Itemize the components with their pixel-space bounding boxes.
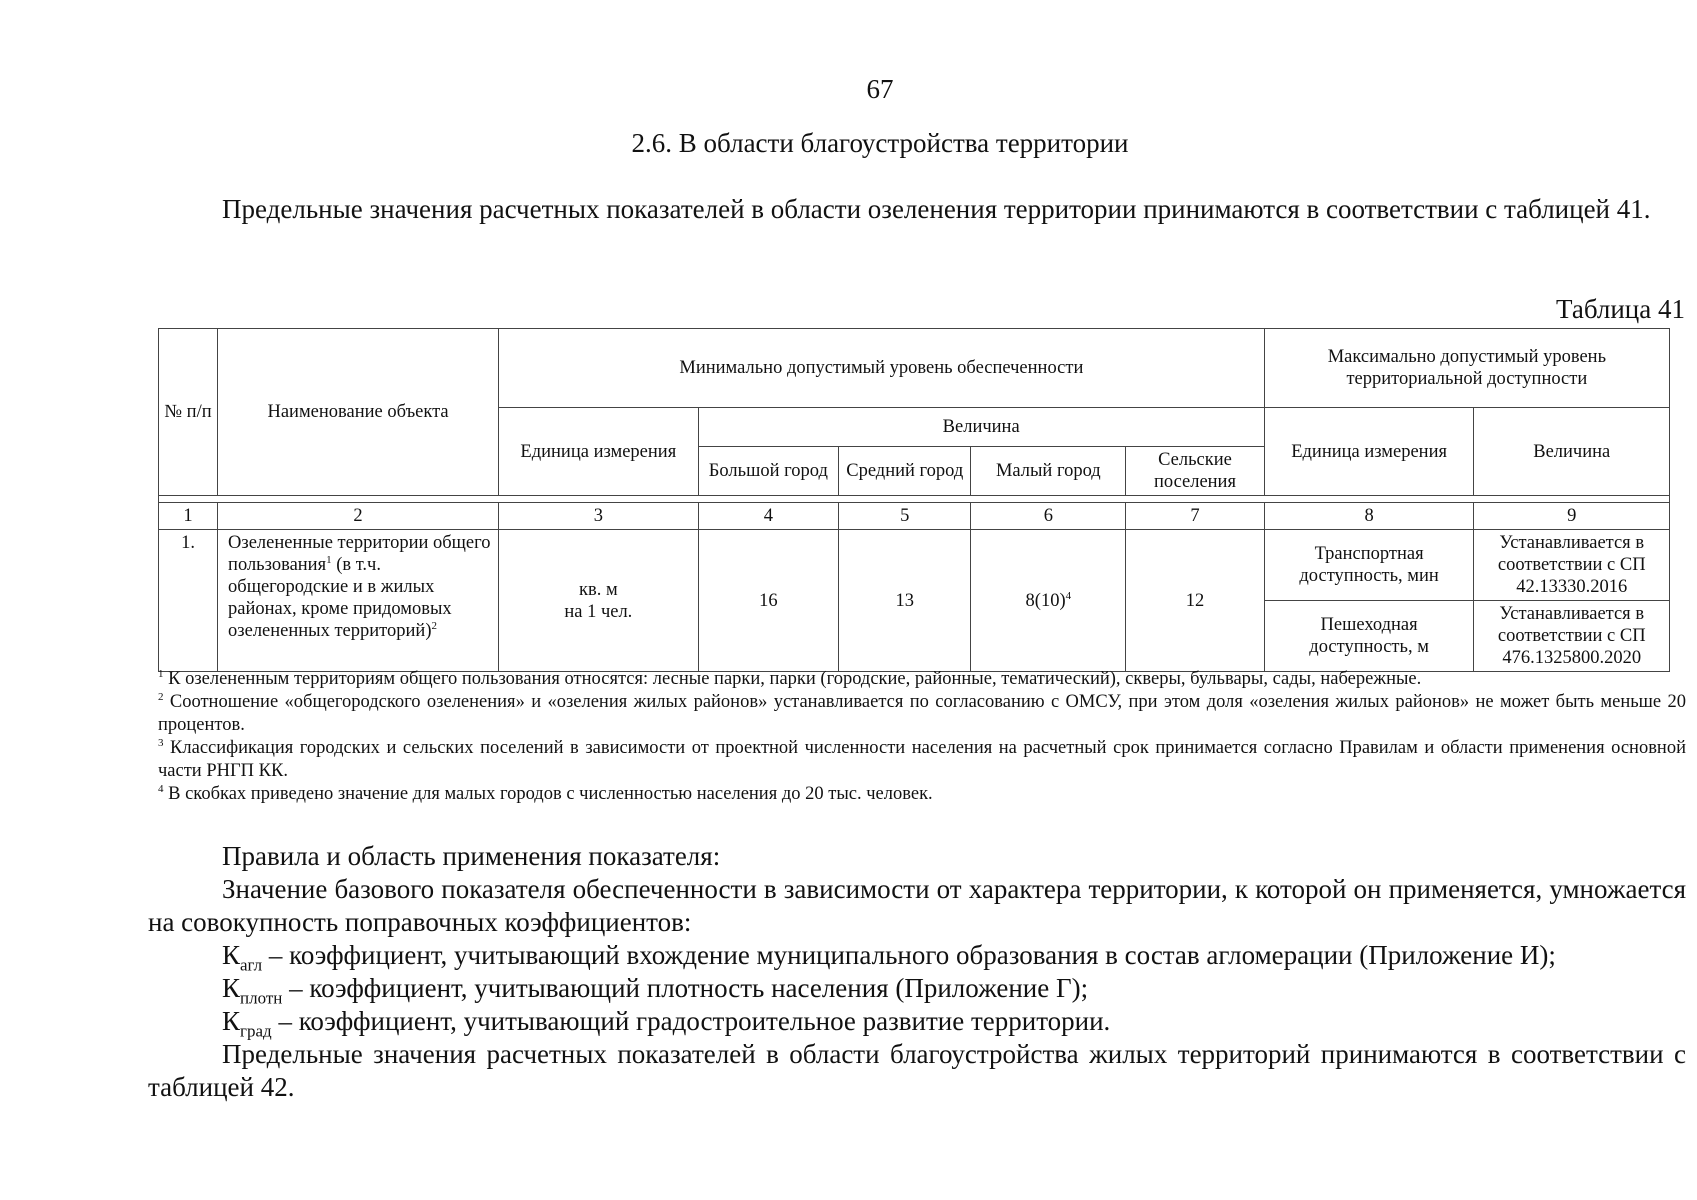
header-name: Наименование объекта	[218, 329, 499, 496]
intro-paragraph: Предельные значения расчетных показателей в области озеленения территории принимаются в соответствии с таблицей 41.	[222, 194, 1651, 224]
row-big-city: 16	[698, 530, 839, 672]
page-number: 67	[866, 74, 894, 104]
row-name: Озелененные территории общего пользования$^1$ (в т.ч. общегородские и в жилых районах, кроме придомовых озелененных территорий)$^2$	[218, 530, 499, 672]
footnote-1: $^1$ К озелененным территориям общего пользования относятся: лесные парки, парки (городские, районные, тематический), скверы, бульвары, сады, набережные.	[158, 667, 1422, 689]
rules-paragraph: Значение базового показателя обеспеченности в зависимости от характера территории, к которой он применяется, умножается на совокупность поправочных коэффициентов:	[148, 874, 1686, 937]
coefficient-grad: $К_{град}$ – коэффициент, учитывающий градостроительное развитие территории.	[222, 1006, 1111, 1041]
row-num: 1.	[159, 530, 218, 672]
header-min-level: Минимально допустимый уровень обеспеченности	[499, 329, 1265, 408]
row-walking-value: Устанавливается в соответствии с СП 476.1325800.2020	[1474, 601, 1670, 672]
row-rural: 12	[1126, 530, 1265, 672]
row-unit: кв. м на 1 чел.	[499, 530, 699, 672]
table-caption: Таблица 41	[1556, 294, 1685, 324]
col-number: 3	[499, 503, 699, 530]
header-num: № п/п	[159, 329, 218, 496]
col-number: 5	[839, 503, 971, 530]
rules-closing: Предельные значения расчетных показателей в области благоустройства жилых территорий принимаются в соответствии с таблицей 42.	[148, 1039, 1686, 1102]
column-number-row	[159, 503, 1670, 530]
header-rural: Сельские поселения	[1126, 447, 1265, 496]
col-number: 9	[1474, 503, 1670, 530]
row-transport-label: Транспортная доступность, мин	[1264, 530, 1474, 601]
table-footnotes	[158, 668, 1686, 806]
coefficient-plotn: $К_{плотн}$ – коэффициент, учитывающий плотность населения (Приложение Г);	[222, 973, 1089, 1008]
header-big-city: Большой город	[698, 447, 839, 496]
col-number: 7	[1126, 503, 1265, 530]
coefficient-agl: $К_{агл}$ – коэффициент, учитывающий вхождение муниципального образования в состав агломерации (Приложение И);	[222, 940, 1556, 975]
col-number: 4	[698, 503, 839, 530]
header-magnitude: Величина	[698, 408, 1264, 447]
footnote-2: $^2$ Соотношение «общегородского озеленения» и «озеления жилых районов» устанавливается по согласованию с ОМСУ, при этом доля «озеления жилых районов» не может быть меньше 20 процентов.	[158, 690, 1686, 735]
header-max-level: Максимально допустимый уровень территориальной доступности	[1264, 329, 1669, 408]
norms-table	[158, 328, 1670, 672]
table-41	[158, 328, 1686, 672]
col-number: 8	[1264, 503, 1474, 530]
header-unit2: Единица измерения	[1264, 408, 1474, 496]
section-title: 2.6. В области благоустройства территории	[631, 128, 1129, 158]
header-small-city: Малый город	[971, 447, 1126, 496]
header-magnitude2: Величина	[1474, 408, 1670, 496]
header-mid-city: Средний город	[839, 447, 971, 496]
rules-heading: Правила и область применения показателя:	[222, 841, 721, 871]
rules-section	[148, 840, 1686, 1104]
footnote-3: $^3$ Классификация городских и сельских поселений в зависимости от проектной численности населения на расчетный срок принимается согласно Правилам и области применения основной части РНГП КК.	[158, 736, 1686, 781]
row-walking-label: Пешеходная доступность, м	[1264, 601, 1474, 672]
table-gap	[159, 496, 1670, 503]
row-mid-city: 13	[839, 530, 971, 672]
row-transport-value: Устанавливается в соответствии с СП 42.13330.2016	[1474, 530, 1670, 601]
col-number: 1	[159, 503, 218, 530]
col-number: 6	[971, 503, 1126, 530]
table-row	[159, 530, 1670, 601]
header-unit: Единица измерения	[499, 408, 699, 496]
footnote-4: $^4$ В скобках приведено значение для малых городов с численностью населения до 20 тыс. человек.	[158, 782, 933, 804]
row-small-city: $8(10)^4$	[971, 530, 1126, 672]
col-number: 2	[218, 503, 499, 530]
